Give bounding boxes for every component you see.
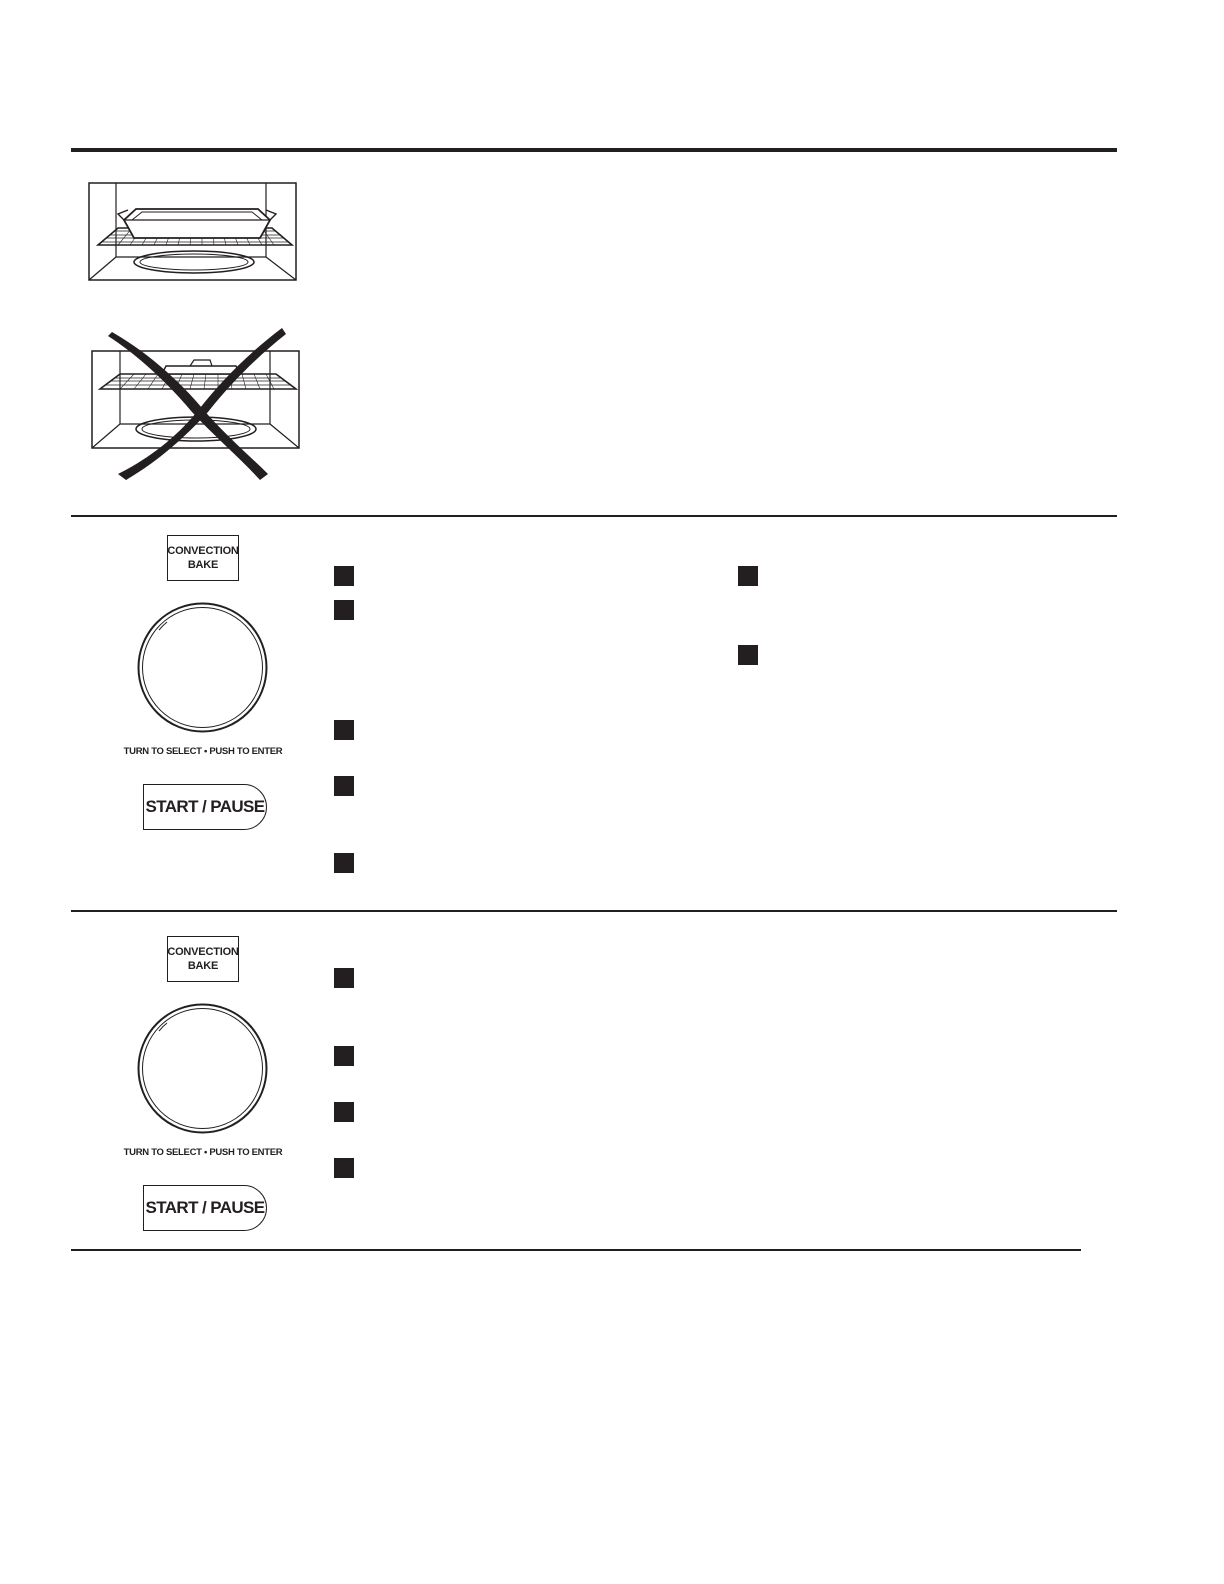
dial-instruction-label: TURN TO SELECT • PUSH TO ENTER <box>123 746 283 757</box>
selector-dial[interactable] <box>137 1003 268 1134</box>
convection-bake-label-line2: BAKE <box>187 960 219 972</box>
oven-rack-correct-icon <box>88 182 298 282</box>
section-divider <box>71 910 1117 912</box>
step-marker-icon <box>334 1046 354 1066</box>
convection-bake-button[interactable] <box>167 535 239 581</box>
header-rule <box>71 148 1117 152</box>
dial-instruction-label: TURN TO SELECT • PUSH TO ENTER <box>123 1147 283 1158</box>
convection-bake-label-line1: CONVECTION <box>167 545 239 557</box>
section-divider <box>71 515 1117 517</box>
step-marker-icon <box>334 566 354 586</box>
step-marker-icon <box>738 566 758 586</box>
selector-dial[interactable] <box>137 602 268 733</box>
step-marker-icon <box>334 968 354 988</box>
step-marker-icon <box>334 1102 354 1122</box>
convection-bake-button[interactable] <box>167 936 239 982</box>
convection-bake-label-line1: CONVECTION <box>167 946 239 958</box>
step-marker-icon <box>334 853 354 873</box>
start-pause-button[interactable]: START / PAUSE <box>143 1185 267 1231</box>
footer-rule <box>71 1249 1081 1251</box>
step-marker-icon <box>334 776 354 796</box>
step-marker-icon <box>334 1158 354 1178</box>
step-marker-icon <box>334 720 354 740</box>
step-marker-icon <box>738 645 758 665</box>
step-marker-icon <box>334 600 354 620</box>
convection-bake-label-line2: BAKE <box>187 559 219 571</box>
start-pause-button[interactable]: START / PAUSE <box>143 784 267 830</box>
oven-rack-incorrect-icon <box>90 324 302 480</box>
